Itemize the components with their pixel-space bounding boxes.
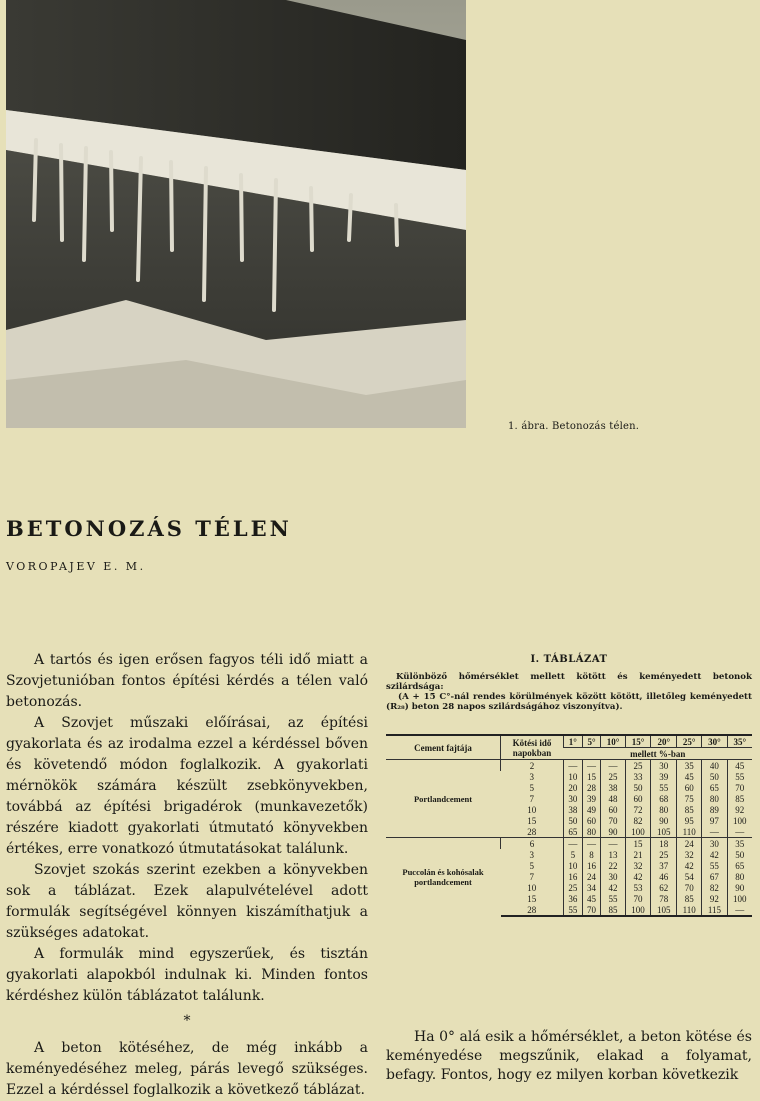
value-cell: 25 (564, 882, 583, 893)
paragraph: A formulák mind egyszerűek, és tisztán gyakorlati alapokból indulnak ki. Minden fontos kérdéshez külön táblázatot találunk. (6, 946, 368, 1004)
table-desc-line: Különböző hőmérséklet mellett kötött és keményedett betonok szilárdsága: (386, 672, 752, 692)
value-cell: 105 (651, 826, 677, 838)
value-cell: 100 (625, 904, 651, 916)
article-body-continued (386, 1028, 752, 1085)
value-cell: 45 (727, 760, 752, 772)
days-cell: 28 (527, 826, 537, 837)
paragraph: A Szovjet műszaki előírásai, az építési gyakorlata és az irodalma ezzel a kérdéssel bőven és követendő módon foglalkozik. A gyakorlati mérnökök számára készült zsebkönyvekben, továbbá az építési brigadérok (munkavezetők) részére kiadott gyakorlati útmutató könyvekben értékes, erre vonatkozó útmutatásokat találunk. (6, 715, 368, 857)
value-cell: 65 (564, 826, 583, 838)
value-cell: 72 (625, 804, 651, 815)
value-cell: 85 (677, 804, 702, 815)
paragraph: Szovjet szokás szerint ezekben a könyvekben sok a táblázat. Ezek alapulvételével adott formulák segítségével könnyen kiszámíthatjuk a szükséges adatokat. (6, 862, 368, 941)
value-cell: 92 (727, 804, 752, 815)
value-cell: 42 (601, 882, 625, 893)
value-cell: 70 (677, 882, 702, 893)
value-cell: — (564, 838, 583, 850)
value-cell: 80 (727, 871, 752, 882)
value-cell: 100 (727, 815, 752, 826)
column-header-temp: 15° (625, 735, 651, 748)
value-cell: 115 (702, 904, 727, 916)
column-header-temp: 35° (727, 735, 752, 748)
column-header-temp: 10° (601, 735, 625, 748)
paragraph: A beton kötéséhez, de még inkább a keményedéséhez meleg, párás levegő szükséges. Ezzel a kérdéssel foglalkozik a következő táblázat. (6, 1040, 368, 1098)
value-cell: 38 (564, 804, 583, 815)
value-cell: 85 (601, 904, 625, 916)
value-cell: — (582, 838, 601, 850)
value-cell: 60 (677, 782, 702, 793)
days-cell: 28 (501, 904, 564, 916)
days-cell: 2 (501, 760, 564, 772)
section-separator: * (183, 1013, 191, 1029)
days-cell: 15 (527, 893, 537, 904)
value-cell: 35 (727, 838, 752, 850)
table-row (386, 838, 752, 850)
column-header-cement: Cement fajtája (386, 735, 501, 760)
unit-header: mellett %-ban (564, 748, 753, 760)
group-portland (386, 760, 752, 838)
value-cell: 35 (677, 760, 702, 772)
value-cell: — (727, 826, 752, 838)
value-cell: 92 (702, 893, 727, 904)
value-cell: — (702, 826, 727, 838)
value-cell: 110 (677, 904, 702, 916)
value-cell: 89 (702, 804, 727, 815)
value-cell: 90 (601, 826, 625, 838)
value-cell: 62 (651, 882, 677, 893)
value-cell: 30 (564, 793, 583, 804)
table-description (386, 672, 752, 712)
value-cell: — (601, 838, 625, 850)
value-cell: 60 (582, 815, 601, 826)
value-cell: 30 (651, 760, 677, 772)
paragraph: A tartós és igen erősen fagyos téli idő miatt a Szovjetunióban fontos építési kérdés a télen való betonozás. (6, 652, 368, 710)
value-cell: — (564, 760, 583, 772)
days-cell: 10 (527, 804, 537, 815)
value-cell: 50 (564, 815, 583, 826)
value-cell: 20 (564, 782, 583, 793)
value-cell: 32 (677, 849, 702, 860)
table-title: I. TÁBLÁZAT (530, 654, 608, 665)
value-cell: 48 (601, 793, 625, 804)
column-header-temp: 5° (582, 735, 601, 748)
days-cell: 7 (529, 871, 534, 882)
value-cell: 80 (702, 793, 727, 804)
value-cell: 30 (702, 838, 727, 850)
value-cell: 100 (625, 826, 651, 838)
column-header-temp: 25° (677, 735, 702, 748)
days-cell: 10 (527, 882, 537, 893)
paragraph: Ha 0° alá esik a hőmérséklet, a beton kötése és keményedése megszűnik, elakad a folyamat, befagy. Fontos, hogy ez milyen korban következik (386, 1029, 752, 1083)
value-cell: 55 (702, 860, 727, 871)
value-cell: 78 (651, 893, 677, 904)
value-cell: 42 (702, 849, 727, 860)
value-cell: 90 (727, 882, 752, 893)
value-cell: 33 (625, 771, 651, 782)
value-cell: 50 (702, 771, 727, 782)
value-cell: 90 (651, 815, 677, 826)
days-cell: 5 (529, 860, 534, 871)
value-cell: 5 (564, 849, 583, 860)
value-cell: 60 (625, 793, 651, 804)
value-cell: 53 (625, 882, 651, 893)
value-cell: 80 (651, 804, 677, 815)
value-cell: 55 (727, 771, 752, 782)
value-cell: 24 (582, 871, 601, 882)
value-cell: — (601, 760, 625, 772)
value-cell: 95 (677, 815, 702, 826)
article-author: VOROPAJEV E. M. (6, 560, 146, 573)
value-cell: 82 (625, 815, 651, 826)
column-header-temp: 20° (651, 735, 677, 748)
group-puccolan (386, 838, 752, 917)
days-cell: 5 (529, 782, 534, 793)
value-cell: 70 (625, 893, 651, 904)
value-cell: 34 (582, 882, 601, 893)
value-cell: 97 (702, 815, 727, 826)
value-cell: 100 (727, 893, 752, 904)
table-desc-line: (A + 15 C°-nál rendes körülmények között kötött, illetőleg keményedett (R₂₈) beton 28 napos szilárdságához viszonyítva). (386, 692, 752, 712)
value-cell: 15 (625, 838, 651, 850)
winter-concreting-photo (6, 0, 466, 428)
value-cell: 75 (677, 793, 702, 804)
value-cell: 10 (564, 860, 583, 871)
value-cell: 38 (601, 782, 625, 793)
value-cell: 110 (677, 826, 702, 838)
value-cell: 25 (625, 760, 651, 772)
value-cell: 85 (677, 893, 702, 904)
value-cell: 24 (677, 838, 702, 850)
value-cell: 42 (677, 860, 702, 871)
column-header-days: Kötési idő napokban (501, 735, 564, 760)
value-cell: 30 (601, 871, 625, 882)
value-cell: 42 (625, 871, 651, 882)
column-header-temp: 30° (702, 735, 727, 748)
value-cell: 13 (601, 849, 625, 860)
column-header-temp: 1° (564, 735, 583, 748)
value-cell: 80 (582, 826, 601, 838)
value-cell: 60 (601, 804, 625, 815)
value-cell: 18 (651, 838, 677, 850)
value-cell: 28 (582, 782, 601, 793)
value-cell: 49 (582, 804, 601, 815)
value-cell: 22 (601, 860, 625, 871)
value-cell: 105 (651, 904, 677, 916)
table-row (386, 760, 752, 772)
value-cell: 32 (625, 860, 651, 871)
value-cell: 65 (702, 782, 727, 793)
value-cell: 70 (582, 904, 601, 916)
value-cell: 70 (601, 815, 625, 826)
value-cell: 25 (651, 849, 677, 860)
value-cell: 46 (651, 871, 677, 882)
value-cell: 16 (582, 860, 601, 871)
value-cell: 70 (727, 782, 752, 793)
cement-type-cell: Puccolán és kohósalak portlandcement (386, 838, 501, 917)
value-cell: 55 (601, 893, 625, 904)
value-cell: 45 (677, 771, 702, 782)
strength-table (386, 734, 752, 917)
figure-caption: 1. ábra. Betonozás télen. (508, 421, 640, 432)
value-cell: 50 (727, 849, 752, 860)
value-cell: 39 (582, 793, 601, 804)
value-cell: 15 (582, 771, 601, 782)
value-cell: 55 (651, 782, 677, 793)
value-cell: 54 (677, 871, 702, 882)
value-cell: 37 (651, 860, 677, 871)
days-cell: 6 (501, 838, 564, 850)
days-cell: 7 (529, 793, 534, 804)
value-cell: 40 (702, 760, 727, 772)
value-cell: 45 (582, 893, 601, 904)
value-cell: 25 (601, 771, 625, 782)
value-cell: 67 (702, 871, 727, 882)
value-cell: 16 (564, 871, 583, 882)
value-cell: 82 (702, 882, 727, 893)
value-cell: 68 (651, 793, 677, 804)
value-cell: 65 (727, 860, 752, 871)
value-cell: 50 (625, 782, 651, 793)
value-cell: 39 (651, 771, 677, 782)
article-body (6, 650, 368, 1101)
days-cell: 15 (527, 815, 537, 826)
value-cell: 36 (564, 893, 583, 904)
days-cell: 3 (529, 849, 534, 860)
value-cell: 21 (625, 849, 651, 860)
value-cell: 8 (582, 849, 601, 860)
value-cell: — (727, 904, 752, 916)
value-cell: — (582, 760, 601, 772)
article-title: BETONOZÁS TÉLEN (6, 516, 292, 541)
value-cell: 55 (564, 904, 583, 916)
cement-type-cell: Portlandcement (386, 760, 501, 838)
value-cell: 10 (564, 771, 583, 782)
days-cell: 3 (529, 771, 534, 782)
value-cell: 85 (727, 793, 752, 804)
